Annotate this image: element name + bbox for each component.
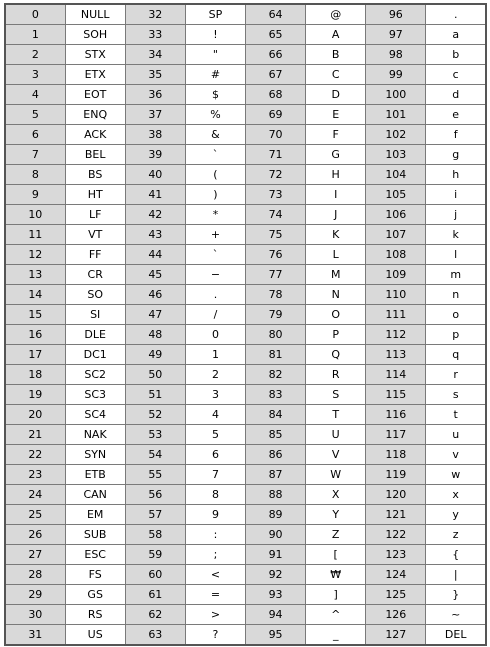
character-cell: u (426, 425, 486, 445)
character-cell: NULL (65, 4, 125, 25)
character-cell: : (185, 525, 245, 545)
character-cell: ` (185, 145, 245, 165)
decimal-code-cell: 68 (246, 85, 306, 105)
character-cell: # (185, 65, 245, 85)
character-cell: S (306, 385, 366, 405)
decimal-code-cell: 10 (5, 205, 65, 225)
table-row (5, 465, 486, 485)
decimal-code-cell: 30 (5, 605, 65, 625)
decimal-code-cell: 27 (5, 545, 65, 565)
character-cell: | (426, 565, 486, 585)
decimal-code-cell: 38 (125, 125, 185, 145)
character-cell: + (185, 225, 245, 245)
character-cell: K (306, 225, 366, 245)
character-cell: V (306, 445, 366, 465)
table-row (5, 425, 486, 445)
table-row (5, 25, 486, 45)
character-cell: Y (306, 505, 366, 525)
character-cell: HT (65, 185, 125, 205)
character-cell: b (426, 45, 486, 65)
decimal-code-cell: 53 (125, 425, 185, 445)
decimal-code-cell: 14 (5, 285, 65, 305)
character-cell: H (306, 165, 366, 185)
decimal-code-cell: 9 (5, 185, 65, 205)
character-cell: " (185, 45, 245, 65)
character-cell: P (306, 325, 366, 345)
decimal-code-cell: 102 (366, 125, 426, 145)
character-cell: ` (185, 245, 245, 265)
character-cell: CAN (65, 485, 125, 505)
table-row (5, 205, 486, 225)
decimal-code-cell: 99 (366, 65, 426, 85)
character-cell: L (306, 245, 366, 265)
decimal-code-cell: 22 (5, 445, 65, 465)
decimal-code-cell: 37 (125, 105, 185, 125)
decimal-code-cell: 101 (366, 105, 426, 125)
table-row (5, 185, 486, 205)
table-row (5, 445, 486, 465)
decimal-code-cell: 103 (366, 145, 426, 165)
decimal-code-cell: 114 (366, 365, 426, 385)
decimal-code-cell: 109 (366, 265, 426, 285)
table-row (5, 525, 486, 545)
decimal-code-cell: 17 (5, 345, 65, 365)
decimal-code-cell: 92 (246, 565, 306, 585)
character-cell: C (306, 65, 366, 85)
table-row (5, 105, 486, 125)
table-row (5, 625, 486, 646)
character-cell: CR (65, 265, 125, 285)
decimal-code-cell: 76 (246, 245, 306, 265)
decimal-code-cell: 41 (125, 185, 185, 205)
character-cell: ETX (65, 65, 125, 85)
character-cell: BEL (65, 145, 125, 165)
decimal-code-cell: 11 (5, 225, 65, 245)
decimal-code-cell: 72 (246, 165, 306, 185)
table-row (5, 365, 486, 385)
character-cell: ETB (65, 465, 125, 485)
decimal-code-cell: 118 (366, 445, 426, 465)
character-cell: } (426, 585, 486, 605)
decimal-code-cell: 121 (366, 505, 426, 525)
table-row (5, 245, 486, 265)
decimal-code-cell: 59 (125, 545, 185, 565)
decimal-code-cell: 107 (366, 225, 426, 245)
character-cell: DC1 (65, 345, 125, 365)
decimal-code-cell: 94 (246, 605, 306, 625)
table-row (5, 225, 486, 245)
decimal-code-cell: 36 (125, 85, 185, 105)
ascii-code-table (4, 3, 487, 646)
decimal-code-cell: 85 (246, 425, 306, 445)
decimal-code-cell: 16 (5, 325, 65, 345)
decimal-code-cell: 31 (5, 625, 65, 646)
ascii-table-body (5, 4, 486, 645)
decimal-code-cell: 45 (125, 265, 185, 285)
character-cell: EM (65, 505, 125, 525)
table-row (5, 4, 486, 25)
decimal-code-cell: 46 (125, 285, 185, 305)
character-cell: c (426, 65, 486, 85)
character-cell: 3 (185, 385, 245, 405)
character-cell: N (306, 285, 366, 305)
character-cell: M (306, 265, 366, 285)
table-row (5, 65, 486, 85)
decimal-code-cell: 87 (246, 465, 306, 485)
character-cell: DEL (426, 625, 486, 646)
decimal-code-cell: 89 (246, 505, 306, 525)
decimal-code-cell: 24 (5, 485, 65, 505)
character-cell: SC2 (65, 365, 125, 385)
character-cell: x (426, 485, 486, 505)
decimal-code-cell: 125 (366, 585, 426, 605)
decimal-code-cell: 111 (366, 305, 426, 325)
character-cell: F (306, 125, 366, 145)
decimal-code-cell: 8 (5, 165, 65, 185)
table-row (5, 145, 486, 165)
character-cell: y (426, 505, 486, 525)
decimal-code-cell: 13 (5, 265, 65, 285)
decimal-code-cell: 26 (5, 525, 65, 545)
decimal-code-cell: 20 (5, 405, 65, 425)
table-row (5, 405, 486, 425)
character-cell: l (426, 245, 486, 265)
decimal-code-cell: 39 (125, 145, 185, 165)
decimal-code-cell: 25 (5, 505, 65, 525)
decimal-code-cell: 51 (125, 385, 185, 405)
decimal-code-cell: 40 (125, 165, 185, 185)
decimal-code-cell: 104 (366, 165, 426, 185)
character-cell: g (426, 145, 486, 165)
character-cell: 7 (185, 465, 245, 485)
character-cell: f (426, 125, 486, 145)
decimal-code-cell: 82 (246, 365, 306, 385)
decimal-code-cell: 123 (366, 545, 426, 565)
decimal-code-cell: 91 (246, 545, 306, 565)
character-cell: % (185, 105, 245, 125)
decimal-code-cell: 35 (125, 65, 185, 85)
character-cell: [ (306, 545, 366, 565)
table-row (5, 165, 486, 185)
decimal-code-cell: 1 (5, 25, 65, 45)
character-cell: . (185, 285, 245, 305)
character-cell: SC3 (65, 385, 125, 405)
character-cell: 9 (185, 505, 245, 525)
character-cell: o (426, 305, 486, 325)
character-cell: − (185, 265, 245, 285)
decimal-code-cell: 79 (246, 305, 306, 325)
decimal-code-cell: 43 (125, 225, 185, 245)
decimal-code-cell: 124 (366, 565, 426, 585)
character-cell: ESC (65, 545, 125, 565)
character-cell: w (426, 465, 486, 485)
character-cell: RS (65, 605, 125, 625)
character-cell: ^ (306, 605, 366, 625)
character-cell: EOT (65, 85, 125, 105)
decimal-code-cell: 74 (246, 205, 306, 225)
character-cell: * (185, 205, 245, 225)
character-cell: T (306, 405, 366, 425)
character-cell: 5 (185, 425, 245, 445)
decimal-code-cell: 70 (246, 125, 306, 145)
character-cell: ] (306, 585, 366, 605)
character-cell: a (426, 25, 486, 45)
character-cell: 0 (185, 325, 245, 345)
table-row (5, 545, 486, 565)
table-row (5, 585, 486, 605)
character-cell: DLE (65, 325, 125, 345)
decimal-code-cell: 18 (5, 365, 65, 385)
decimal-code-cell: 2 (5, 45, 65, 65)
decimal-code-cell: 32 (125, 4, 185, 25)
decimal-code-cell: 113 (366, 345, 426, 365)
decimal-code-cell: 119 (366, 465, 426, 485)
character-cell: z (426, 525, 486, 545)
table-row (5, 325, 486, 345)
table-row (5, 565, 486, 585)
decimal-code-cell: 117 (366, 425, 426, 445)
character-cell: E (306, 105, 366, 125)
character-cell: k (426, 225, 486, 245)
decimal-code-cell: 90 (246, 525, 306, 545)
character-cell: 8 (185, 485, 245, 505)
character-cell: i (426, 185, 486, 205)
table-row (5, 385, 486, 405)
decimal-code-cell: 120 (366, 485, 426, 505)
decimal-code-cell: 83 (246, 385, 306, 405)
decimal-code-cell: 127 (366, 625, 426, 646)
decimal-code-cell: 33 (125, 25, 185, 45)
character-cell: p (426, 325, 486, 345)
decimal-code-cell: 0 (5, 4, 65, 25)
decimal-code-cell: 69 (246, 105, 306, 125)
character-cell: 6 (185, 445, 245, 465)
decimal-code-cell: 48 (125, 325, 185, 345)
character-cell: US (65, 625, 125, 646)
character-cell: ( (185, 165, 245, 185)
decimal-code-cell: 58 (125, 525, 185, 545)
table-row (5, 305, 486, 325)
character-cell: A (306, 25, 366, 45)
decimal-code-cell: 97 (366, 25, 426, 45)
character-cell: v (426, 445, 486, 465)
decimal-code-cell: 7 (5, 145, 65, 165)
decimal-code-cell: 81 (246, 345, 306, 365)
character-cell: $ (185, 85, 245, 105)
character-cell: SYN (65, 445, 125, 465)
character-cell: I (306, 185, 366, 205)
character-cell: h (426, 165, 486, 185)
character-cell: FS (65, 565, 125, 585)
character-cell: FF (65, 245, 125, 265)
character-cell: @ (306, 4, 366, 25)
character-cell: BS (65, 165, 125, 185)
decimal-code-cell: 60 (125, 565, 185, 585)
decimal-code-cell: 65 (246, 25, 306, 45)
character-cell: VT (65, 225, 125, 245)
character-cell: LF (65, 205, 125, 225)
decimal-code-cell: 126 (366, 605, 426, 625)
decimal-code-cell: 19 (5, 385, 65, 405)
decimal-code-cell: 57 (125, 505, 185, 525)
decimal-code-cell: 63 (125, 625, 185, 646)
decimal-code-cell: 44 (125, 245, 185, 265)
character-cell: D (306, 85, 366, 105)
decimal-code-cell: 108 (366, 245, 426, 265)
character-cell: SUB (65, 525, 125, 545)
character-cell: > (185, 605, 245, 625)
decimal-code-cell: 34 (125, 45, 185, 65)
decimal-code-cell: 21 (5, 425, 65, 445)
character-cell: ? (185, 625, 245, 646)
character-cell: ) (185, 185, 245, 205)
character-cell: j (426, 205, 486, 225)
character-cell: = (185, 585, 245, 605)
decimal-code-cell: 67 (246, 65, 306, 85)
character-cell: J (306, 205, 366, 225)
decimal-code-cell: 4 (5, 85, 65, 105)
decimal-code-cell: 122 (366, 525, 426, 545)
decimal-code-cell: 86 (246, 445, 306, 465)
table-row (5, 485, 486, 505)
decimal-code-cell: 96 (366, 4, 426, 25)
decimal-code-cell: 80 (246, 325, 306, 345)
decimal-code-cell: 29 (5, 585, 65, 605)
decimal-code-cell: 49 (125, 345, 185, 365)
decimal-code-cell: 116 (366, 405, 426, 425)
decimal-code-cell: 12 (5, 245, 65, 265)
character-cell: W (306, 465, 366, 485)
character-cell: & (185, 125, 245, 145)
character-cell: m (426, 265, 486, 285)
character-cell: Z (306, 525, 366, 545)
decimal-code-cell: 42 (125, 205, 185, 225)
character-cell: ! (185, 25, 245, 45)
decimal-code-cell: 77 (246, 265, 306, 285)
decimal-code-cell: 95 (246, 625, 306, 646)
decimal-code-cell: 64 (246, 4, 306, 25)
decimal-code-cell: 84 (246, 405, 306, 425)
decimal-code-cell: 66 (246, 45, 306, 65)
table-row (5, 285, 486, 305)
character-cell: SO (65, 285, 125, 305)
decimal-code-cell: 98 (366, 45, 426, 65)
decimal-code-cell: 115 (366, 385, 426, 405)
decimal-code-cell: 50 (125, 365, 185, 385)
character-cell: d (426, 85, 486, 105)
character-cell: ~ (426, 605, 486, 625)
decimal-code-cell: 15 (5, 305, 65, 325)
character-cell: B (306, 45, 366, 65)
decimal-code-cell: 105 (366, 185, 426, 205)
decimal-code-cell: 93 (246, 585, 306, 605)
character-cell: q (426, 345, 486, 365)
table-row (5, 265, 486, 285)
table-row (5, 505, 486, 525)
table-row (5, 85, 486, 105)
decimal-code-cell: 61 (125, 585, 185, 605)
character-cell: n (426, 285, 486, 305)
table-row (5, 125, 486, 145)
table-row (5, 345, 486, 365)
decimal-code-cell: 78 (246, 285, 306, 305)
decimal-code-cell: 55 (125, 465, 185, 485)
decimal-code-cell: 106 (366, 205, 426, 225)
decimal-code-cell: 54 (125, 445, 185, 465)
decimal-code-cell: 71 (246, 145, 306, 165)
decimal-code-cell: 56 (125, 485, 185, 505)
character-cell: e (426, 105, 486, 125)
character-cell: SI (65, 305, 125, 325)
character-cell: SC4 (65, 405, 125, 425)
character-cell: t (426, 405, 486, 425)
character-cell: / (185, 305, 245, 325)
character-cell: GS (65, 585, 125, 605)
character-cell: ENQ (65, 105, 125, 125)
decimal-code-cell: 73 (246, 185, 306, 205)
decimal-code-cell: 6 (5, 125, 65, 145)
character-cell: NAK (65, 425, 125, 445)
decimal-code-cell: 3 (5, 65, 65, 85)
character-cell: { (426, 545, 486, 565)
character-cell: r (426, 365, 486, 385)
character-cell: G (306, 145, 366, 165)
decimal-code-cell: 23 (5, 465, 65, 485)
character-cell: Q (306, 345, 366, 365)
character-cell: < (185, 565, 245, 585)
character-cell: 1 (185, 345, 245, 365)
character-cell: STX (65, 45, 125, 65)
decimal-code-cell: 100 (366, 85, 426, 105)
character-cell: ; (185, 545, 245, 565)
decimal-code-cell: 5 (5, 105, 65, 125)
character-cell: ₩ (306, 565, 366, 585)
character-cell: ACK (65, 125, 125, 145)
character-cell: SOH (65, 25, 125, 45)
character-cell: 4 (185, 405, 245, 425)
character-cell: R (306, 365, 366, 385)
decimal-code-cell: 28 (5, 565, 65, 585)
character-cell: O (306, 305, 366, 325)
decimal-code-cell: 88 (246, 485, 306, 505)
table-row (5, 605, 486, 625)
character-cell: _ (306, 625, 366, 646)
table-row (5, 45, 486, 65)
decimal-code-cell: 62 (125, 605, 185, 625)
decimal-code-cell: 47 (125, 305, 185, 325)
character-cell: X (306, 485, 366, 505)
character-cell: s (426, 385, 486, 405)
character-cell: . (426, 4, 486, 25)
decimal-code-cell: 112 (366, 325, 426, 345)
decimal-code-cell: 75 (246, 225, 306, 245)
character-cell: 2 (185, 365, 245, 385)
character-cell: U (306, 425, 366, 445)
decimal-code-cell: 110 (366, 285, 426, 305)
decimal-code-cell: 52 (125, 405, 185, 425)
character-cell: SP (185, 4, 245, 25)
